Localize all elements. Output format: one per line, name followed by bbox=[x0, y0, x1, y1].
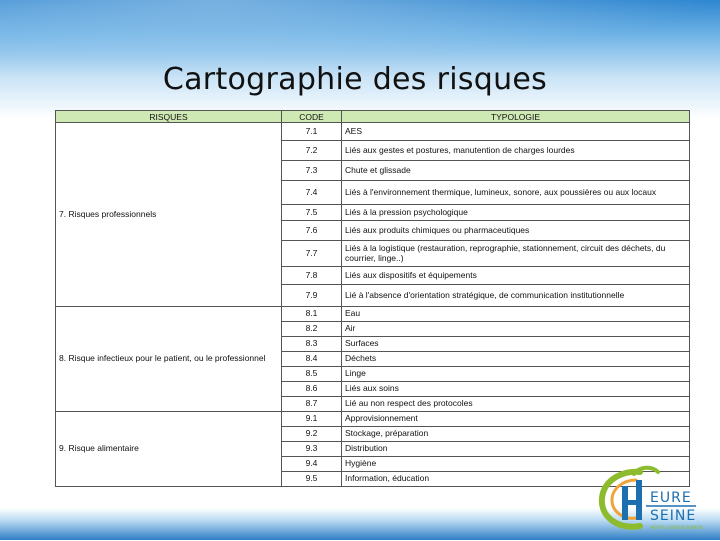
risk-category-cell: 9. Risque alimentaire bbox=[56, 412, 282, 487]
logo-tagline: HÔPITAL EVREUX-VERNON bbox=[650, 525, 703, 530]
risk-code-cell: 9.1 bbox=[282, 412, 342, 427]
risk-typology-cell: Air bbox=[342, 322, 690, 337]
risk-typology-cell: Linge bbox=[342, 367, 690, 382]
risk-typology-cell: Surfaces bbox=[342, 337, 690, 352]
risk-typology-cell: Approvisionnement bbox=[342, 412, 690, 427]
risk-code-cell: 7.6 bbox=[282, 221, 342, 241]
header-typologie: TYPOLOGIE bbox=[342, 111, 690, 123]
header-risques: RISQUES bbox=[56, 111, 282, 123]
risk-typology-cell: Liés à la pression psychologique bbox=[342, 205, 690, 221]
risk-code-cell: 7.5 bbox=[282, 205, 342, 221]
risk-typology-cell: Stockage, préparation bbox=[342, 427, 690, 442]
risk-typology-cell: Hygiène bbox=[342, 457, 690, 472]
risk-typology-cell: Information, éducation bbox=[342, 472, 690, 487]
risk-typology-cell: Liés aux dispositifs et équipements bbox=[342, 267, 690, 285]
table-row bbox=[56, 412, 690, 427]
risk-code-cell: 8.3 bbox=[282, 337, 342, 352]
risk-typology-cell: Liés aux gestes et postures, manutention de charges lourdes bbox=[342, 141, 690, 161]
risk-typology-cell: Chute et glissade bbox=[342, 161, 690, 181]
risk-code-cell: 9.5 bbox=[282, 472, 342, 487]
risk-typology-cell: Lié à l'absence d'orientation stratégique, de communication institutionnelle bbox=[342, 285, 690, 307]
table-row bbox=[56, 123, 690, 141]
risk-typology-cell: AES bbox=[342, 123, 690, 141]
risk-typology-cell: Eau bbox=[342, 307, 690, 322]
risk-category-cell: 7. Risques professionnels bbox=[56, 123, 282, 307]
risk-code-cell: 9.3 bbox=[282, 442, 342, 457]
risk-table bbox=[55, 110, 690, 487]
risk-code-cell: 8.2 bbox=[282, 322, 342, 337]
risk-code-cell: 8.6 bbox=[282, 382, 342, 397]
risk-code-cell: 8.4 bbox=[282, 352, 342, 367]
risk-code-cell: 8.1 bbox=[282, 307, 342, 322]
risk-typology-cell: Déchets bbox=[342, 352, 690, 367]
header-code: CODE bbox=[282, 111, 342, 123]
hospital-logo bbox=[596, 464, 708, 536]
table-header-row bbox=[56, 111, 690, 123]
risk-code-cell: 8.7 bbox=[282, 397, 342, 412]
risk-category-cell: 8. Risque infectieux pour le patient, ou le professionnel bbox=[56, 307, 282, 412]
risk-table-body bbox=[56, 123, 690, 487]
risk-code-cell: 9.4 bbox=[282, 457, 342, 472]
risk-code-cell: 7.7 bbox=[282, 241, 342, 267]
risk-code-cell: 7.8 bbox=[282, 267, 342, 285]
risk-code-cell: 8.5 bbox=[282, 367, 342, 382]
risk-typology-cell: Liés à la logistique (restauration, reprographie, stationnement, circuit des déchets, du courrier, linge..) bbox=[342, 241, 690, 267]
eure-seine-logo-graphic bbox=[596, 464, 708, 536]
table-row bbox=[56, 307, 690, 322]
risk-code-cell: 9.2 bbox=[282, 427, 342, 442]
risk-typology-cell: Distribution bbox=[342, 442, 690, 457]
logo-line2: SEINE bbox=[650, 508, 697, 524]
logo-line1: EURE bbox=[650, 490, 692, 506]
risk-code-cell: 7.4 bbox=[282, 181, 342, 205]
risk-typology-cell: Lié au non respect des protocoles bbox=[342, 397, 690, 412]
risk-typology-cell: Liés à l'environnement thermique, lumineux, sonore, aux poussières ou aux locaux bbox=[342, 181, 690, 205]
risk-typology-cell: Liés aux produits chimiques ou pharmaceutiques bbox=[342, 221, 690, 241]
risk-code-cell: 7.9 bbox=[282, 285, 342, 307]
risk-code-cell: 7.1 bbox=[282, 123, 342, 141]
risk-typology-cell: Liés aux soins bbox=[342, 382, 690, 397]
slide-title: Cartographie des risques bbox=[162, 62, 548, 97]
risk-code-cell: 7.3 bbox=[282, 161, 342, 181]
risk-code-cell: 7.2 bbox=[282, 141, 342, 161]
